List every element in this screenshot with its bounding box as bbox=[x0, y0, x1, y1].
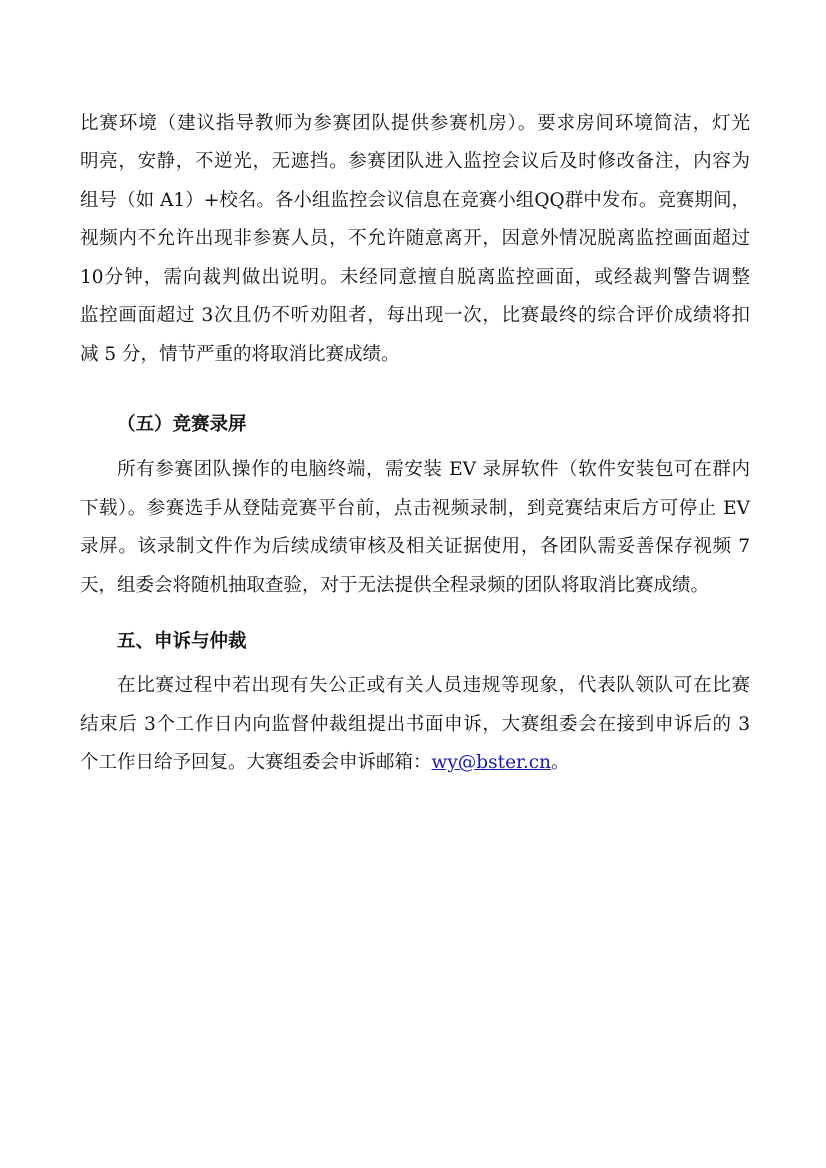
appeal-line-3-end: 。 bbox=[551, 752, 570, 773]
recording-line-2: 下载）。参赛选手从登陆竞赛平台前，点击视频录制，到竞赛结束后方可停止 EV bbox=[80, 498, 750, 519]
env-line-7: 减 5 分，情节严重的将取消比赛成绩。 bbox=[80, 344, 400, 365]
appeal-line-3 bbox=[80, 754, 750, 773]
recording-line-1: 所有参赛团队操作的电脑终端，需安装 EV 录屏软件（软件安装包可在群内 bbox=[117, 459, 750, 480]
env-line-1: 比赛环境（建议指导教师为参赛团队提供参赛机房）。要求房间环境简洁，灯光 bbox=[80, 113, 750, 134]
recording-line-4: 天，组委会将随机抽取查验，对于无法提供全程录频的团队将取消比赛成绩。 bbox=[80, 575, 710, 596]
appeal-line-1: 在比赛过程中若出现有失公正或有关人员违规等现象，代表队领队可在比赛 bbox=[117, 675, 750, 696]
appeal-email-link[interactable]: wy@bster.cn bbox=[431, 752, 551, 773]
recording-line-3: 录屏。该录制文件作为后续成绩审核及相关证据使用，各团队需妥善保存视频 7 bbox=[80, 536, 750, 557]
appeal-line-2: 结束后 3个工作日内向监督仲裁组提出书面申诉，大赛组委会在接到申诉后的 3 bbox=[80, 714, 750, 735]
appeal-line-3-text: 个工作日给予回复。大赛组委会申诉邮箱： bbox=[80, 752, 432, 773]
env-line-3: 组号（如 A1）+校名。各小组监控会议信息在竞赛小组QQ群中发布。竞赛期间， bbox=[80, 190, 750, 211]
env-line-2: 明亮，安静，不逆光，无遮挡。参赛团队进入监控会议后及时修改备注，内容为 bbox=[80, 151, 750, 172]
section-heading-appeal: 五、申诉与仲裁 bbox=[117, 631, 247, 652]
env-line-6: 监控画面超过 3次且仍不听劝阻者，每出现一次，比赛最终的综合评价成绩将扣 bbox=[80, 305, 750, 326]
env-line-5: 10分钟，需向裁判做出说明。未经同意擅自脱离监控画面，或经裁判警告调整 bbox=[80, 267, 750, 288]
env-line-4: 视频内不允许出现非参赛人员，不允许随意离开，因意外情况脱离监控画面超过 bbox=[80, 228, 750, 249]
section-heading-screen-recording: （五）竞赛录屏 bbox=[117, 414, 247, 435]
